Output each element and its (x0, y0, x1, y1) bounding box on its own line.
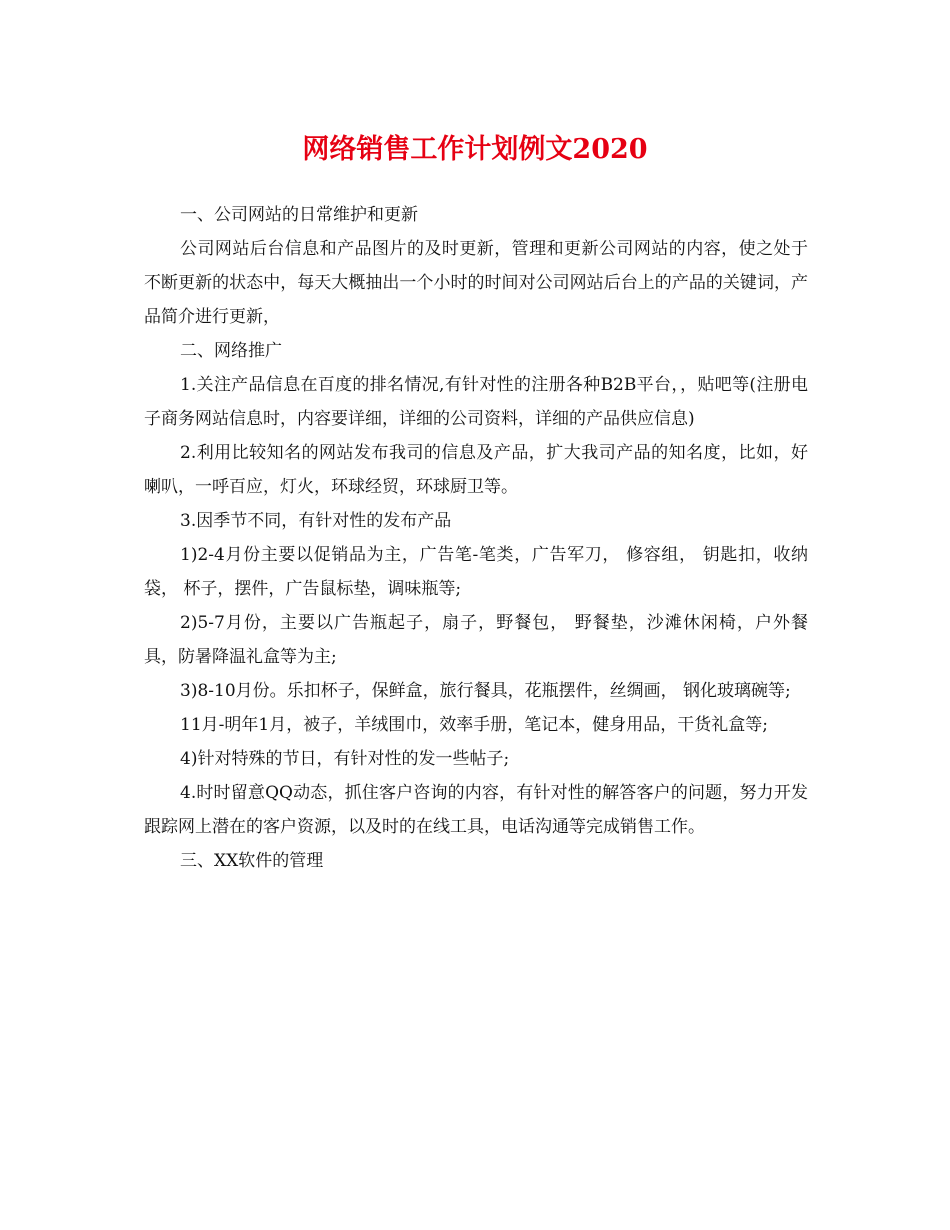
section-heading-2: 二、网络推广 (180, 341, 282, 361)
paragraph: 3.因季节不同，有针对性的发布产品 (180, 511, 452, 531)
paragraph: 11月-明年1月，被子，羊绒围巾，效率手册，笔记本，健身用品，干货礼盒等; (180, 715, 768, 735)
paragraph: 2.利用比较知名的网站发布我司的信息及产品，扩大我司产品的知名度，比如，好喇叭，一呼百应，灯火，环球经贸，环球厨卫等。 (144, 443, 808, 497)
section-heading-1: 一、公司网站的日常维护和更新 (180, 205, 418, 225)
paragraph: 4)针对特殊的节日，有针对性的发一些帖子; (180, 749, 510, 769)
section-heading-3: 三、XX软件的管理 (180, 851, 324, 871)
paragraph: 2)5-7月份，主要以广告瓶起子，扇子，野餐包， 野餐垫，沙滩休闲椅，户外餐具，防暑降温礼盒等为主; (144, 613, 808, 667)
document-title: 网络销售工作计划例文2020 (302, 134, 648, 165)
paragraph: 1)2-4月份主要以促销品为主，广告笔-笔类，广告军刀， 修容组， 钥匙扣，收纳袋， 杯子，摆件，广告鼠标垫，调味瓶等; (144, 545, 808, 599)
paragraph: 1.关注产品信息在百度的排名情况,有针对性的注册各种B2B平台，，贴吧等(注册电子商务网站信息时，内容要详细，详细的公司资料，详细的产品供应信息) (144, 375, 808, 429)
paragraph: 3)8-10月份。乐扣杯子，保鲜盒，旅行餐具，花瓶摆件，丝绸画， 钢化玻璃碗等; (180, 681, 791, 701)
document-body (144, 198, 808, 878)
paragraph: 4.时时留意QQ动态，抓住客户咨询的内容，有针对性的解答客户的问题，努力开发跟踪网上潜在的客户资源，以及时的在线工具，电话沟通等完成销售工作。 (144, 783, 808, 837)
paragraph: 公司网站后台信息和产品图片的及时更新，管理和更新公司网站的内容，使之处于不断更新的状态中，每天大概抽出一个小时的时间对公司网站后台上的产品的关键词，产品简介进行更新， (144, 239, 808, 327)
